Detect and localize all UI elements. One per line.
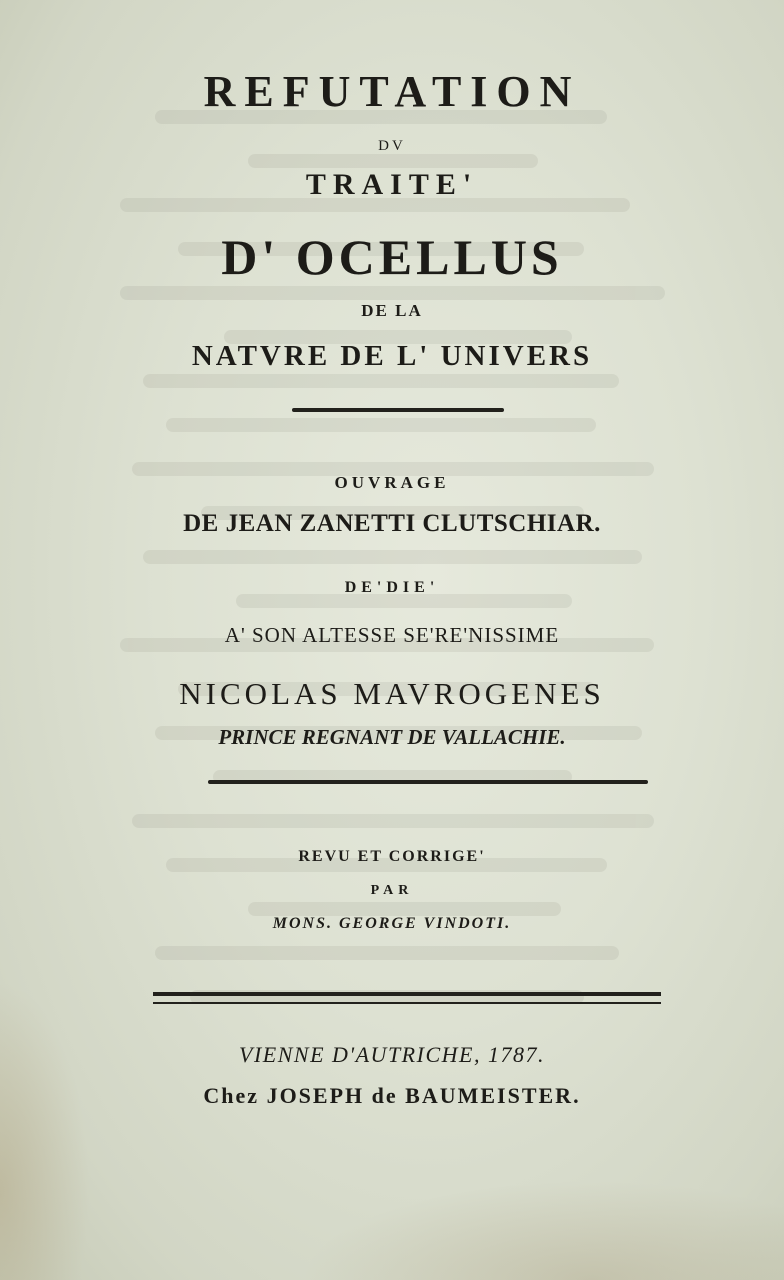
divider-rule-3-bottom bbox=[153, 1002, 661, 1004]
divider-rule-2 bbox=[208, 780, 648, 784]
dedication-to: A' SON ALTESSE SE'RE'NISSIME bbox=[224, 623, 560, 647]
divider-rule-1 bbox=[292, 408, 504, 412]
by-label: PAR bbox=[370, 883, 414, 898]
foxing-stain-bottom bbox=[300, 1180, 784, 1280]
title-line-2: DV bbox=[378, 138, 406, 154]
imprint-publisher: Chez JOSEPH de BAUMEISTER. bbox=[203, 1083, 581, 1108]
title-line-6: NATVRE DE L' UNIVERS bbox=[191, 340, 593, 372]
title-line-5: DE LA bbox=[361, 301, 423, 320]
title-line-3: TRAITE' bbox=[305, 168, 479, 201]
author-line: DE JEAN ZANETTI CLUTSCHIAR. bbox=[183, 510, 601, 537]
title-line-1: REFUTATION bbox=[203, 67, 581, 116]
dedicatee-name: NICOLAS MAVROGENES bbox=[179, 676, 605, 711]
revised-line: REVU ET CORRIGE' bbox=[298, 848, 486, 865]
title-line-4: D' OCELLUS bbox=[221, 229, 563, 285]
dedicatee-title: PRINCE REGNANT DE VALLACHIE. bbox=[218, 725, 566, 749]
divider-rule-3-top bbox=[153, 992, 661, 996]
dedication-label: DE'DIE' bbox=[344, 579, 440, 596]
work-label: OUVRAGE bbox=[334, 473, 450, 492]
foxing-stain-left bbox=[0, 980, 90, 1280]
editor-line: MONS. GEORGE VINDOTI. bbox=[272, 915, 512, 932]
imprint-place-date: VIENNE D'AUTRICHE, 1787. bbox=[239, 1042, 545, 1067]
